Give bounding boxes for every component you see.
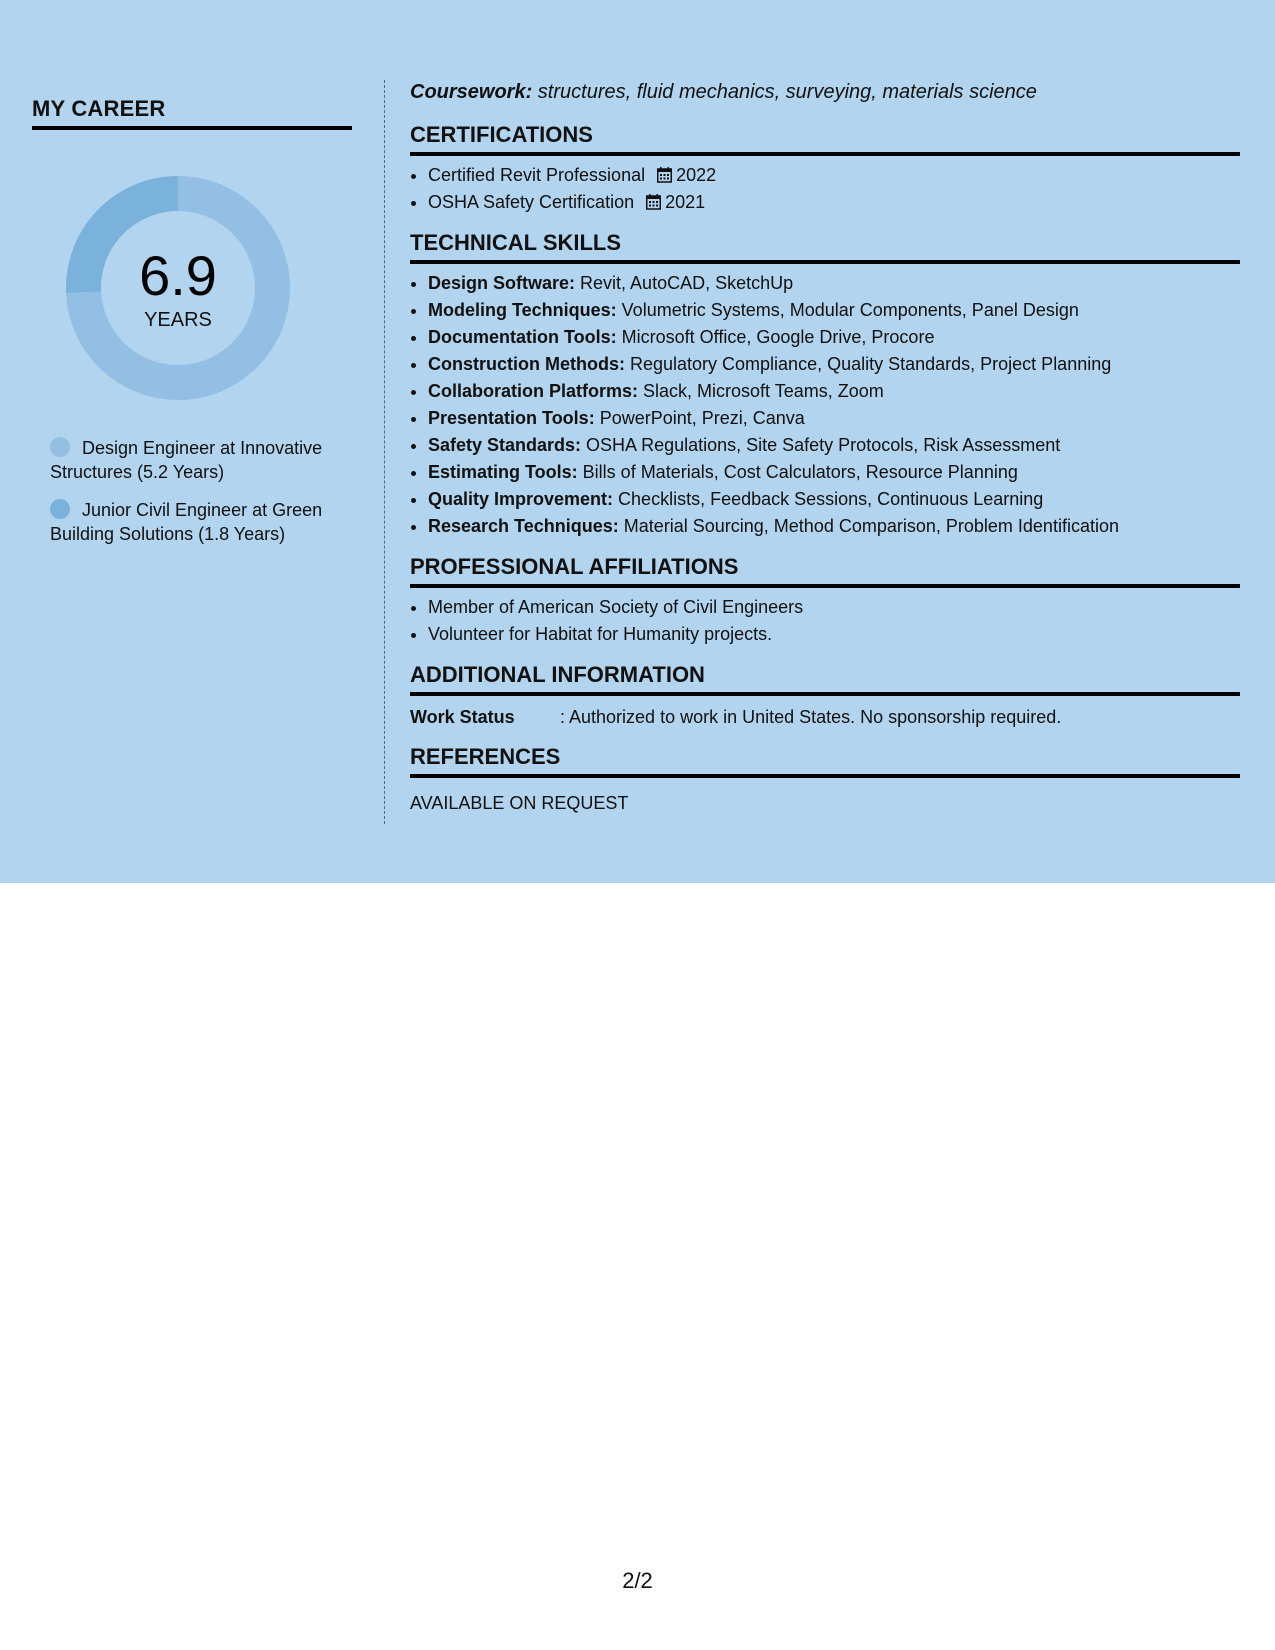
certification-year: 2022 [676,165,717,185]
page-number: 2/2 [622,1568,653,1593]
skill-label: Collaboration Platforms: [428,381,639,401]
work-status-value: : Authorized to work in United States. No sponsorship required. [560,707,1062,727]
legend-dot-icon [50,437,70,457]
career-donut-chart [66,176,290,400]
skill-value: Regulatory Compliance, Quality Standards, Project Planning [624,354,1112,374]
skill-value: OSHA Regulations, Site Safety Protocols, Risk Assessment [581,435,1061,455]
skill-label: Modeling Techniques: [428,300,617,320]
coursework-text: structures, fluid mechanics, surveying, materials science [532,81,1037,103]
skills-list [410,270,1240,540]
skill-value: PowerPoint, Prezi, Canva [594,408,805,428]
list-item [428,432,1240,459]
career-years-unit: YEARS [144,309,212,331]
skill-value: Material Sourcing, Method Comparison, Problem Identification [618,516,1119,536]
affiliations-list [410,594,1240,648]
skill-label: Research Techniques: [428,516,619,536]
legend-label: Junior Civil Engineer at Green Building Solutions (1.8 Years) [50,500,323,544]
skill-value: Checklists, Feedback Sessions, Continuous Learning [613,489,1044,509]
legend-label: Design Engineer at Innovative Structures (5.2 Years) [50,438,323,482]
skill-value: Revit, AutoCAD, SketchUp [575,273,794,293]
calendar-icon [657,167,672,183]
additional-info-heading: ADDITIONAL INFORMATION [410,660,1240,696]
certification-name: Certified Revit Professional [428,165,646,185]
certification-year: 2021 [665,192,706,212]
skill-label: Documentation Tools: [428,327,617,347]
career-legend [50,436,340,560]
list-item [428,162,1240,189]
skill-value: Bills of Materials, Cost Calculators, Resource Planning [577,462,1018,482]
skill-value: Volumetric Systems, Modular Components, Panel Design [616,300,1079,320]
affiliations-heading: PROFESSIONAL AFFILIATIONS [410,552,1240,588]
references-heading: REFERENCES [410,742,1240,778]
references-text: AVAILABLE ON REQUEST [410,793,629,813]
coursework-line [410,78,1240,106]
skill-label: Construction Methods: [428,354,625,374]
skill-label: Presentation Tools: [428,408,595,428]
coursework-label: Coursework: [410,81,533,103]
list-item [428,513,1240,540]
list-item [428,297,1240,324]
legend-item [50,498,340,546]
career-heading: MY CAREER [32,96,352,130]
list-item [428,351,1240,378]
work-status-label: Work Status [410,707,515,727]
list-item [428,324,1240,351]
skill-label: Estimating Tools: [428,462,578,482]
certifications-heading: CERTIFICATIONS [410,120,1240,156]
list-item: • Volunteer for Habitat for Humanity projects. [428,621,1240,648]
skill-label: Design Software: [428,273,576,293]
skill-label: Quality Improvement: [428,489,614,509]
skill-value: Microsoft Office, Google Drive, Procore [616,327,935,347]
list-item [428,459,1240,486]
work-status-row [410,704,1240,730]
calendar-icon [646,194,661,210]
certification-name: OSHA Safety Certification [428,192,635,212]
skill-label: Safety Standards: [428,435,582,455]
career-column [32,96,352,544]
legend-dot-icon [50,499,70,519]
legend-item [50,436,340,484]
list-item [428,189,1240,216]
list-item [428,378,1240,405]
certifications-list [410,162,1240,216]
main-column [410,78,1240,816]
skills-heading: TECHNICAL SKILLS [410,228,1240,264]
list-item [428,486,1240,513]
column-divider [384,80,385,824]
list-item [428,405,1240,432]
career-total-years: 6.9 [139,244,217,307]
skill-value: Slack, Microsoft Teams, Zoom [638,381,884,401]
list-item: • Member of American Society of Civil Engineers [428,594,1240,621]
list-item [428,270,1240,297]
